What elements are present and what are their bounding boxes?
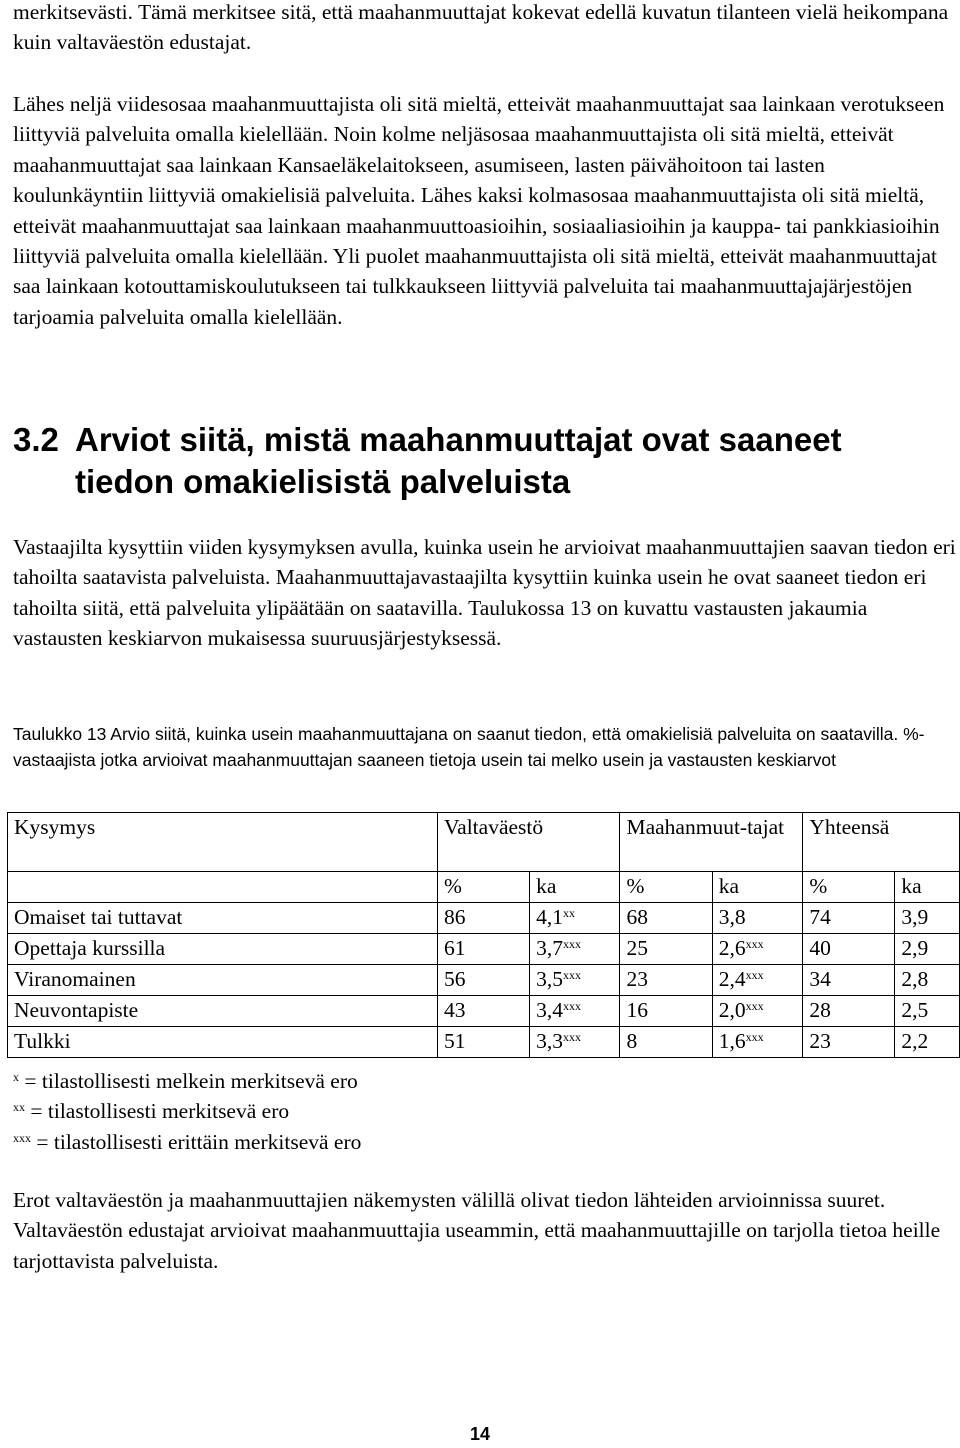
cell-mean: 2,2 [895,1027,960,1058]
table-subheader-row [8,872,960,903]
row-label: Viranomainen [8,965,438,996]
subheader-cell: ka [895,872,960,903]
significance-mark: xxx [745,937,764,951]
cell-value: 25 [620,934,712,965]
header-group3: Yhteensä [803,813,960,872]
cell-mean: 1,6$^{xxx}$ [712,1027,803,1058]
cell-value: 40 [803,934,895,965]
subheader-cell: % [620,872,712,903]
significance-mark: xx [562,906,575,920]
paragraph-language-services: Lähes neljä viidesosaa maahanmuuttajista oli sitä mieltä, etteivät maahanmuuttajat saa lainkaan verotukseen liittyviä palveluita omalla kielellään. Noin kolme neljäsosaa maahanmuuttajista oli sitä mieltä, etteivät maahanmuuttajat saa lainkaan Kansaeläkelaitokseen, asumiseen, lasten päivähoitoon tai lasten koulunkäyntiin liittyviä omakielisiä palveluita. Lähes kaksi kolmasosaa maahanmuuttajista oli sitä mieltä, etteivät maahanmuuttajat saa lainkaan maahanmuuttoasioihin, sosiaaliasioihin ja kauppa- tai pankkiasioihin liittyviä palveluita omalla kielellään. Yli puolet maahanmuuttajista oli sitä mieltä, etteivät maahanmuuttajat saa lainkaan kotouttamiskoulutukseen tai tulkkaukseen liittyviä palveluita tai maahanmuuttajajärjestöjen tarjoamia palveluita omalla kielellään. [13,92,945,329]
note-mark: x [13,1070,19,1084]
cell-value: 56 [438,965,530,996]
cell-value: 74 [803,903,895,934]
table-row [8,903,960,934]
cell-value: 68 [620,903,712,934]
cell-mean: 2,5 [895,996,960,1027]
subheader-cell: ka [530,872,620,903]
cell-value: 34 [803,965,895,996]
note-mark: xx [13,1100,25,1115]
cell-mean: 3,7$^{xxx}$ [530,934,620,965]
note-mark: xxx [13,1130,31,1145]
table-row [8,996,960,1027]
cell-mean: 3,4$^{xxx}$ [530,996,620,1027]
subheader-empty [8,872,438,903]
section-title-line1: Arviot siitä, mistä maahanmuuttajat ovat saaneet [75,421,842,458]
cell-mean: 3,8 [712,903,803,934]
significance-mark: xxx [562,937,581,951]
cell-value: 61 [438,934,530,965]
row-label: Opettaja kurssilla [8,934,438,965]
table-notes [13,1066,613,1157]
table-caption: Taulukko 13 Arvio siitä, kuinka usein maahanmuuttajana on saanut tiedon, että omakielisiä palveluita on saatavilla. %-vastaajista jotka arvioivat maahanmuuttajan saaneen tietoja usein tai melko usein ja vastausten keskiarvot [13,724,925,770]
cell-mean: 4,1$^{xx}$ [530,903,620,934]
significance-mark: xxx [562,968,581,982]
cell-value: 28 [803,996,895,1027]
cell-value: 23 [803,1027,895,1058]
note-item: $^x$ = tilastollisesti melkein merkitsevä ero [13,1069,358,1093]
section-number: 3.2 [13,421,59,458]
header-group2: Maahanmuut-tajat [620,813,803,872]
subheader-cell: % [438,872,530,903]
cell-value: 8 [620,1027,712,1058]
cell-mean: 2,6$^{xxx}$ [712,934,803,965]
cell-value: 51 [438,1027,530,1058]
significance-mark: xxx [745,999,764,1013]
row-label: Omaiset tai tuttavat [8,903,438,934]
cell-mean: 3,5$^{xxx}$ [530,965,620,996]
subheader-cell: % [803,872,895,903]
cell-mean: 3,9 [895,903,960,934]
cell-mean: 3,3$^{xxx}$ [530,1027,620,1058]
significance-mark: xxx [745,1030,764,1044]
section-title-line2: tiedon omakielisistä palveluista [75,463,571,500]
results-table [7,812,960,1058]
table-row [8,934,960,965]
significance-mark: xxx [562,1030,581,1044]
cell-mean: 2,9 [895,934,960,965]
note-item: $^{xx}$ = tilastollisesti merkitsevä ero [13,1099,290,1124]
cell-value: 43 [438,996,530,1027]
cell-mean: 2,4$^{xxx}$ [712,965,803,996]
cell-value: 23 [620,965,712,996]
section-heading [13,419,953,503]
header-question: Kysymys [8,813,438,872]
cell-value: 86 [438,903,530,934]
row-label: Tulkki [8,1027,438,1058]
row-label: Neuvontapiste [8,996,438,1027]
table-row [8,965,960,996]
cell-mean: 2,8 [895,965,960,996]
table-row [8,1027,960,1058]
paragraph-intro: merkitsevästi. Tämä merkitsee sitä, että maahanmuuttajat kokevat edellä kuvatun tilanteen vielä heikompana kuin valtaväestön edustajat. [13,0,949,55]
significance-mark: xxx [745,968,764,982]
paragraph-survey-method: Vastaajilta kysyttiin viiden kysymyksen avulla, kuinka usein he arvioivat maahanmuuttajien saavan tiedon eri tahoilta saatavista palveluista. Maahanmuuttajavastaajilta kysyttiin kuinka usein he ovat saaneet tiedon eri tahoilta siitä, että palveluita ylipäätään on saatavilla. Taulukossa 13 on kuvattu vastausten jakaumia vastausten keskiarvon mukaisessa suuruusjärjestyksessä. [13,535,956,651]
subheader-cell: ka [712,872,803,903]
header-group1: Valtaväestö [438,813,620,872]
table-header-row [8,813,960,872]
cell-value: 16 [620,996,712,1027]
cell-mean: 2,0$^{xxx}$ [712,996,803,1027]
note-item: $^{xxx}$ = tilastollisesti erittäin merkitsevä ero [13,1129,362,1154]
significance-mark: xxx [562,999,581,1013]
page-number: 14 [469,1424,491,1444]
paragraph-conclusion: Erot valtaväestön ja maahanmuuttajien näkemysten välillä olivat tiedon lähteiden arvioinnissa suuret. Valtaväestön edustajat arvioivat maahanmuuttajia useammin, että maahanmuuttajille on tarjolla tietoa heille tarjottavista palveluista. [13,1188,941,1273]
